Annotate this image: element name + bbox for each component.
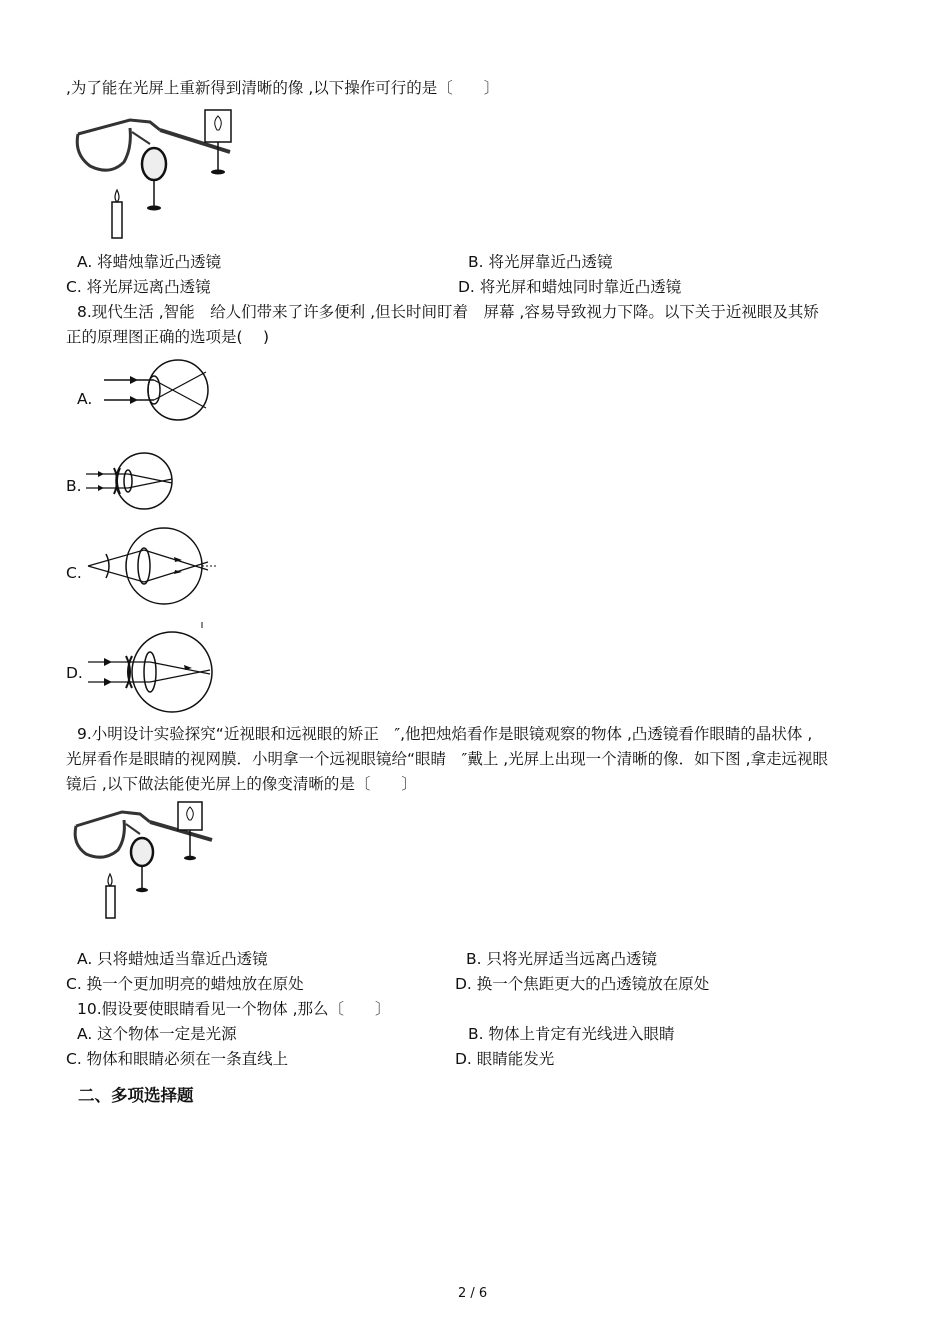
q7-option-b[interactable]: B. 将光屏靠近凸透镜 (468, 253, 613, 271)
q7-option-a[interactable]: A. 将蜡烛靠近凸透镜 (77, 253, 222, 271)
q8-option-b-eye-diagram[interactable] (84, 452, 180, 510)
q9-option-b[interactable]: B. 只将光屏适当远离凸透镜 (466, 950, 657, 968)
q8-stem-line2: 正的原理图正确的选项是( ) (66, 328, 270, 346)
q9-option-d[interactable]: D. 换一个焦距更大的凸透镜放在原处 (455, 975, 710, 993)
q10-option-a[interactable]: A. 这个物体一定是光源 (77, 1025, 237, 1043)
q7-stem: ,为了能在光屏上重新得到清晰的像 ,以下操作可行的是〔 〕 (66, 79, 500, 97)
q8-option-c-label[interactable]: C. (66, 564, 82, 582)
q10-option-d[interactable]: D. 眼睛能发光 (455, 1050, 555, 1068)
q10-option-b[interactable]: B. 物体上肯定有光线进入眼睛 (468, 1025, 675, 1043)
q8-option-c-eye-diagram[interactable] (84, 524, 224, 606)
q7-option-c[interactable]: C. 将光屏远离凸透镜 (66, 278, 211, 296)
q8-option-b-label[interactable]: B. (66, 477, 82, 495)
q9-option-c[interactable]: C. 换一个更加明亮的蜡烛放在原处 (66, 975, 304, 993)
q8-option-a-label[interactable]: A. (77, 390, 93, 408)
q9-stem-line2: 光屏看作是眼睛的视网膜．小明拿一个远视眼镜给“眼睛 ″戴上 ,光屏上出现一个清晰的像．如下图 ,拿走远视眼 (66, 750, 829, 768)
q8-option-a-eye-diagram[interactable] (96, 356, 216, 424)
page-number: 2 / 6 (458, 1286, 488, 1301)
q9-option-a[interactable]: A. 只将蜡烛适当靠近凸透镜 (77, 950, 268, 968)
q8-option-d-label[interactable]: D. (66, 664, 83, 682)
q10-option-c[interactable]: C. 物体和眼睛必须在一条直线上 (66, 1050, 289, 1068)
q9-stem-line1: 9.小明设计实验探究“近视眼和远视眼的矫正 ″,他把烛焰看作是眼镜观察的物体 ,凸透镜看作眼睛的晶状体 , (77, 725, 813, 743)
q9-stem-line3: 镜后 ,以下做法能使光屏上的像变清晰的是〔 〕 (66, 775, 417, 793)
q8-stem-line1: 8.现代生活 ,智能 给人们带来了许多便利 ,但长时间盯着 屏幕 ,容易导致视力下降。以下关于近视眼及其矫 (77, 303, 819, 321)
q7-option-d[interactable]: D. 将光屏和蜡烛同时靠近凸透镜 (458, 278, 682, 296)
q9-figure-glasses-experiment (70, 798, 220, 922)
q8-option-d-eye-diagram[interactable] (84, 620, 216, 716)
q7-figure-glasses-experiment (70, 104, 240, 244)
q10-stem: 10.假设要使眼睛看见一个物体 ,那么〔 〕 (77, 1000, 391, 1018)
section-heading-multiple-choice: 二、多项选择题 (78, 1086, 194, 1105)
